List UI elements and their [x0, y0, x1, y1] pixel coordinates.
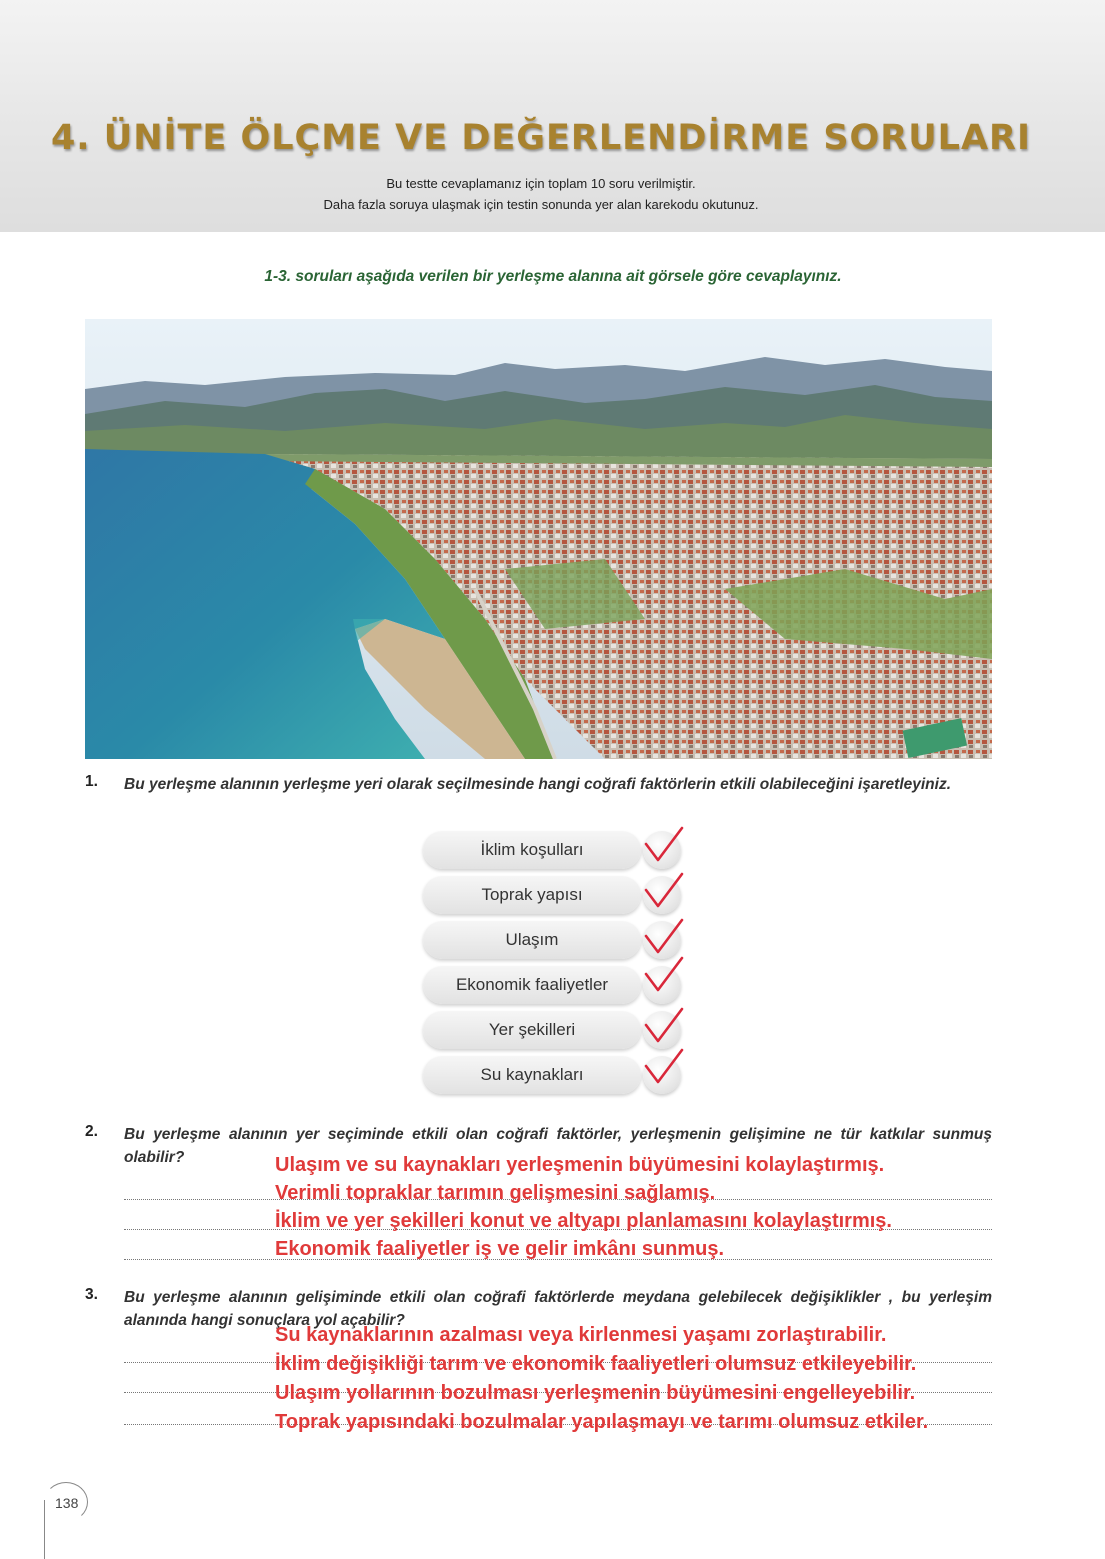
handwritten-answer: Ekonomik faaliyetler iş ve gelir imkânı sunmuş.: [275, 1238, 725, 1260]
page-number: 138: [55, 1495, 79, 1511]
aerial-photo-illustration: [85, 319, 992, 759]
option-ekonomik[interactable]: Ekonomik faaliyetler: [423, 966, 641, 1004]
handwritten-answer: Toprak yapısındaki bozulmalar yapılaşmayı ve tarımı olumsuz etkiler.: [275, 1411, 929, 1433]
handwritten-answer: Su kaynaklarının azalması veya kirlenmesi yaşamı zorlaştırabilir.: [275, 1324, 887, 1346]
checkmark-icon: [640, 952, 690, 1000]
settlement-aerial-photo: [85, 319, 992, 759]
question-1-text: Bu yerleşme alanının yerleşme yeri olarak seçilmesinde hangi coğrafi faktörlerin etkili olabileceğini işaretleyiniz.: [124, 776, 952, 793]
option-su-kaynaklari[interactable]: Su kaynakları: [423, 1056, 641, 1094]
intro-line-2: Daha fazla soruya ulaşmak için testin sonunda yer alan karekodu okutunuz.: [323, 197, 759, 212]
handwritten-answer: Verimli topraklar tarımın gelişmesini sağlamış.: [275, 1182, 716, 1204]
page-margin-line: [44, 1500, 45, 1559]
checkmark-icon: [640, 1044, 690, 1092]
question-2-number: 2.: [85, 1123, 98, 1140]
section-instruction: 1-3. soruları aşağıda verilen bir yerleşme alanına ait görsele göre cevaplayınız.: [264, 268, 842, 285]
option-iklim[interactable]: İklim koşulları: [423, 831, 641, 869]
checkmark-icon: [640, 868, 690, 916]
option-yer-sekilleri[interactable]: Yer şekilleri: [423, 1011, 641, 1049]
option-toprak[interactable]: Toprak yapısı: [423, 876, 641, 914]
handwritten-answer: Ulaşım ve su kaynakları yerleşmenin büyümesini kolaylaştırmış.: [275, 1154, 885, 1176]
handwritten-answer: İklim ve yer şekilleri konut ve altyapı planlamasını kolaylaştırmış.: [275, 1210, 892, 1232]
question-3-number: 3.: [85, 1286, 98, 1303]
handwritten-answer: İklim değişikliği tarım ve ekonomik faaliyetleri olumsuz etkileyebilir.: [275, 1353, 917, 1375]
unit-title: 4. ÜNİTE ÖLÇME VE DEĞERLENDİRME SORULARI: [50, 118, 1032, 158]
question-2-text: Bu yerleşme alanının yer seçiminde etkili olan coğrafi faktörler, yerleşmenin gelişimine ne tür katkılar sunmuş olabilir?: [124, 1126, 992, 1166]
handwritten-answer: Ulaşım yollarının bozulması yerleşmenin büyümesini engelleyebilir.: [275, 1382, 916, 1404]
question-3-text: Bu yerleşme alanının gelişiminde etkili olan coğrafi faktörlerde meydana gelebilecek değişiklikler , bu yerleşim alanında hangi sonuçlara yol açabilir?: [124, 1289, 992, 1329]
intro-line-1: Bu testte cevaplamanız için toplam 10 soru verilmiştir.: [386, 176, 696, 191]
option-ulasim[interactable]: Ulaşım: [423, 921, 641, 959]
checkmark-icon: [640, 822, 690, 870]
question-1-number: 1.: [85, 773, 98, 790]
